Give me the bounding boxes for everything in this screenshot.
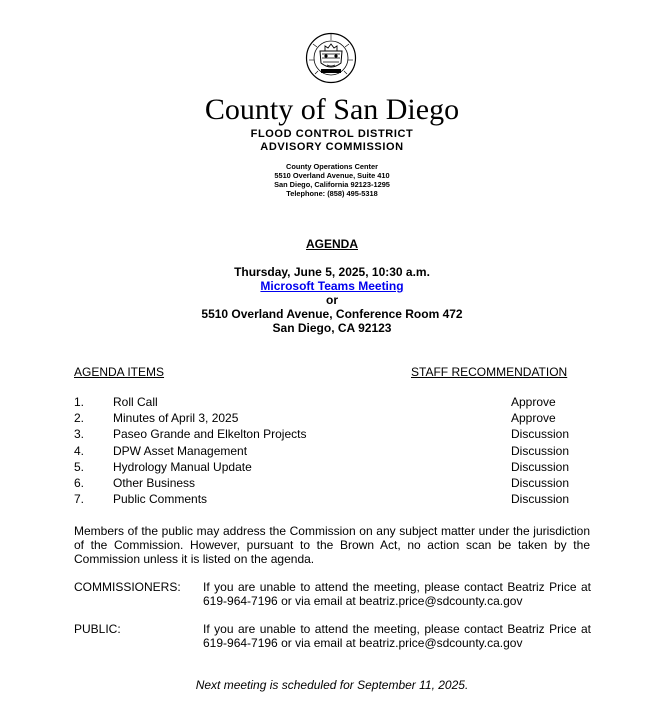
item-title: Roll Call — [113, 395, 158, 409]
item-recommendation: Discussion — [511, 476, 570, 490]
item-recommendation: Discussion — [511, 444, 570, 458]
item-number: 1. — [74, 395, 85, 409]
item-title: Minutes of April 3, 2025 — [113, 411, 239, 425]
department-name-line2: ADVISORY COMMISSION — [260, 141, 404, 153]
agenda-item-row — [0, 444, 664, 460]
public-contact-text — [203, 622, 591, 650]
address-line1: County Operations Center — [286, 162, 378, 171]
item-title: Other Business — [113, 476, 196, 490]
address-line2: 5510 Overland Avenue, Suite 410 — [274, 171, 390, 180]
contact-line: 619-964-7196 or via email at beatriz.price@sdcounty.ca.gov — [203, 594, 523, 608]
agenda-item-row — [0, 460, 664, 476]
teams-meeting-link[interactable]: Microsoft Teams Meeting — [260, 279, 404, 293]
department-name-line1: FLOOD CONTROL DISTRICT — [250, 128, 414, 140]
item-title: Public Comments — [113, 492, 208, 506]
agenda-item-row — [0, 492, 664, 508]
location-line2: San Diego, CA 92123 — [272, 321, 392, 335]
telephone-line: Telephone: (858) 495-5318 — [286, 189, 378, 198]
teams-link-line — [0, 279, 664, 293]
contact-line: 619-964-7196 or via email at beatriz.price@sdcounty.ca.gov — [203, 636, 523, 650]
agenda-item-row — [0, 476, 664, 492]
item-number: 2. — [74, 411, 85, 425]
county-seal-icon — [305, 32, 357, 84]
public-notice-line: Members of the public may address the Commission on any subject matter under the jurisdiction — [74, 524, 590, 538]
agenda-items-header: AGENDA ITEMS — [74, 365, 165, 379]
item-number: 4. — [74, 444, 85, 458]
public-notice-paragraph — [74, 524, 590, 566]
next-meeting-note: Next meeting is scheduled for September 11, 2025. — [195, 678, 469, 692]
item-recommendation: Discussion — [511, 460, 570, 474]
contact-line: If you are unable to attend the meeting, please contact Beatriz Price at — [203, 622, 591, 636]
item-number: 7. — [74, 492, 85, 506]
county-title: County of San Diego — [204, 93, 460, 126]
contact-line: If you are unable to attend the meeting, please contact Beatriz Price at — [203, 580, 591, 594]
item-recommendation: Discussion — [511, 492, 570, 506]
agenda-item-row — [0, 411, 664, 427]
item-title: DPW Asset Management — [113, 444, 248, 458]
agenda-item-row — [0, 395, 664, 411]
agenda-item-row — [0, 427, 664, 443]
item-title: Paseo Grande and Elkelton Projects — [113, 427, 307, 441]
item-recommendation: Approve — [511, 395, 556, 409]
commissioners-label: COMMISSIONERS: — [74, 580, 181, 594]
address-line3: San Diego, California 92123-1295 — [274, 180, 390, 189]
public-label: PUBLIC: — [74, 622, 121, 636]
item-recommendation: Discussion — [511, 427, 570, 441]
item-number: 5. — [74, 460, 85, 474]
item-number: 3. — [74, 427, 85, 441]
item-title: Hydrology Manual Update — [113, 460, 252, 474]
item-number: 6. — [74, 476, 85, 490]
public-notice-line: of the Commission. However, pursuant to the Brown Act, no action scan be taken by the — [74, 538, 590, 552]
commissioners-contact-text — [203, 580, 591, 608]
public-notice-line: Commission unless it is listed on the agenda. — [74, 552, 315, 566]
location-line1: 5510 Overland Avenue, Conference Room 472 — [201, 307, 463, 321]
meeting-date: Thursday, June 5, 2025, 10:30 a.m. — [234, 265, 430, 279]
staff-recommendation-header: STAFF RECOMMENDATION — [411, 365, 568, 379]
item-recommendation: Approve — [511, 411, 556, 425]
or-separator: or — [326, 293, 338, 307]
agenda-heading: AGENDA — [305, 237, 358, 251]
